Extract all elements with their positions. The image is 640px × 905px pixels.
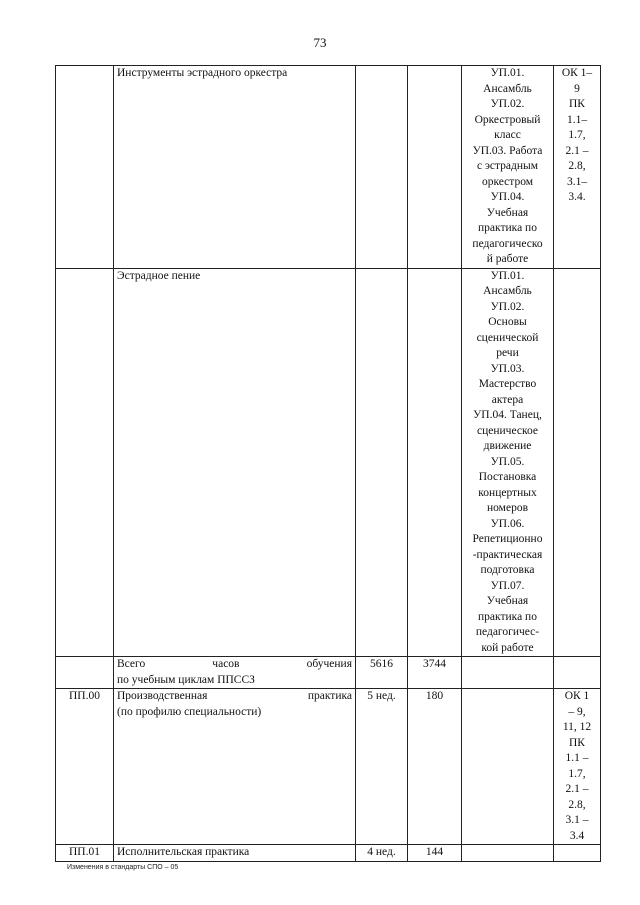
- practice-line: Оркестровый: [474, 113, 541, 126]
- competencies-cell: [554, 845, 601, 862]
- table-row: [56, 845, 601, 862]
- table-row: [56, 657, 601, 689]
- total-label-line: Всего часов обучения: [117, 658, 352, 670]
- classes-cell: 180: [408, 689, 462, 845]
- practice-line: с эстрадным: [476, 160, 539, 172]
- practice-line: Репетиционно: [472, 533, 543, 545]
- practice-line: класс: [494, 129, 521, 141]
- practice-line: Ансамбль: [483, 82, 532, 95]
- practice-line: УП.03. Работа: [472, 144, 543, 157]
- practice-line: Учебная: [486, 206, 529, 219]
- max-load-cell: [356, 66, 408, 269]
- practice-line: актера: [491, 393, 524, 406]
- competency-line: ПК: [569, 736, 585, 749]
- competency-line: 2.8,: [568, 798, 586, 811]
- practice-line: Учебная: [486, 595, 529, 607]
- discipline-name: Эстрадное пение: [114, 268, 356, 657]
- competencies-cell: [554, 657, 601, 689]
- max-load-cell: 4 нед.: [356, 845, 408, 862]
- competencies-cell: [554, 689, 601, 845]
- total-label-line: по учебным циклам ППССЗ: [117, 673, 255, 686]
- footer-note: Изменения в стандарты СПО – 05: [67, 864, 179, 871]
- competency-line: ОК 1–: [561, 67, 593, 79]
- max-load-cell: [356, 268, 408, 657]
- practice-line: педагогическо: [472, 237, 543, 250]
- practices-cell: [462, 66, 554, 269]
- competency-line: 2.1 –: [565, 783, 589, 795]
- practice-line: УП.01.: [490, 269, 525, 282]
- practice-line: УП.05.: [490, 455, 525, 468]
- competency-line: 9: [574, 82, 580, 95]
- competency-line: 1.1 –: [565, 752, 589, 764]
- competency-line: 2.1 –: [565, 144, 589, 157]
- practice-line: движение: [483, 440, 532, 452]
- practice-line: УП.04. Танец,: [473, 409, 542, 421]
- practice-line: оркестром: [481, 175, 534, 188]
- table-row: [56, 268, 601, 657]
- practice-line: речи: [496, 347, 519, 359]
- discipline-code: ПП.00: [56, 689, 114, 845]
- discipline-name: Инструменты эстрадного оркестра: [114, 66, 356, 269]
- practice-line: УП.01.: [490, 67, 525, 79]
- table-row: [56, 689, 601, 845]
- discipline-code: ПП.01: [56, 845, 114, 862]
- max-load-cell: 5 нед.: [356, 689, 408, 845]
- competency-line: 1.7,: [568, 129, 586, 141]
- competency-line: 1.7,: [568, 767, 586, 780]
- table-row: [56, 66, 601, 269]
- classes-cell: 144: [408, 845, 462, 862]
- practice-line: УП.03.: [490, 362, 525, 375]
- classes-cell: [408, 66, 462, 269]
- total-label: [114, 657, 356, 689]
- discipline-name-line: (по профилю специальности): [117, 705, 262, 718]
- practice-line: УП.07.: [490, 579, 525, 592]
- competency-line: 3.4.: [568, 191, 586, 203]
- competencies-cell: [554, 66, 601, 269]
- practices-cell: [462, 845, 554, 862]
- competency-line: 3.1 –: [565, 814, 589, 826]
- practice-line: сценической: [476, 331, 539, 344]
- practice-line: сценическое: [477, 424, 538, 437]
- competency-line: 11, 12: [562, 721, 592, 733]
- practice-line: УП.02.: [490, 300, 525, 313]
- practice-line: Ансамбль: [483, 285, 532, 297]
- practice-line: практика по: [478, 222, 537, 234]
- curriculum-table: [55, 65, 601, 862]
- practices-cell: [462, 657, 554, 689]
- practice-line: УП.06.: [490, 517, 525, 530]
- competency-line: ПК: [569, 98, 585, 110]
- practices-cell: [462, 689, 554, 845]
- discipline-code: [56, 268, 114, 657]
- competencies-cell-continued: [554, 268, 601, 657]
- practice-line: концертных: [478, 486, 537, 499]
- practice-line: практика по: [478, 610, 537, 623]
- competency-line: 1.1–: [566, 113, 588, 126]
- competency-line: 3.4: [569, 829, 585, 842]
- practice-line: подготовка: [480, 564, 535, 576]
- discipline-code: [56, 657, 114, 689]
- practice-line: номеров: [487, 502, 528, 514]
- competency-line: 3.1–: [566, 175, 588, 188]
- practices-cell: [462, 268, 554, 657]
- practice-line: педагогичес-: [475, 626, 540, 638]
- classes-cell: [408, 268, 462, 657]
- max-load-cell: 5616: [356, 657, 408, 689]
- practice-line: кой работе: [481, 641, 534, 654]
- competency-line: – 9,: [568, 705, 586, 718]
- page-number: 73: [313, 35, 327, 50]
- discipline-name: Исполнительская практика: [114, 845, 356, 862]
- practice-line: Основы: [488, 316, 527, 328]
- practice-line: -практическая: [472, 548, 543, 561]
- discipline-name: [114, 689, 356, 845]
- practice-line: Мастерство: [478, 378, 537, 390]
- practice-line: й работе: [486, 253, 529, 265]
- competency-line: 2.8,: [568, 160, 586, 172]
- competency-line: ОК 1: [564, 690, 590, 702]
- practice-line: УП.04.: [490, 191, 525, 203]
- classes-cell: 3744: [408, 657, 462, 689]
- practice-line: Постановка: [478, 471, 537, 483]
- practice-line: УП.02.: [490, 98, 525, 110]
- discipline-name-line: Производственная практика: [117, 690, 352, 702]
- discipline-code: [56, 66, 114, 269]
